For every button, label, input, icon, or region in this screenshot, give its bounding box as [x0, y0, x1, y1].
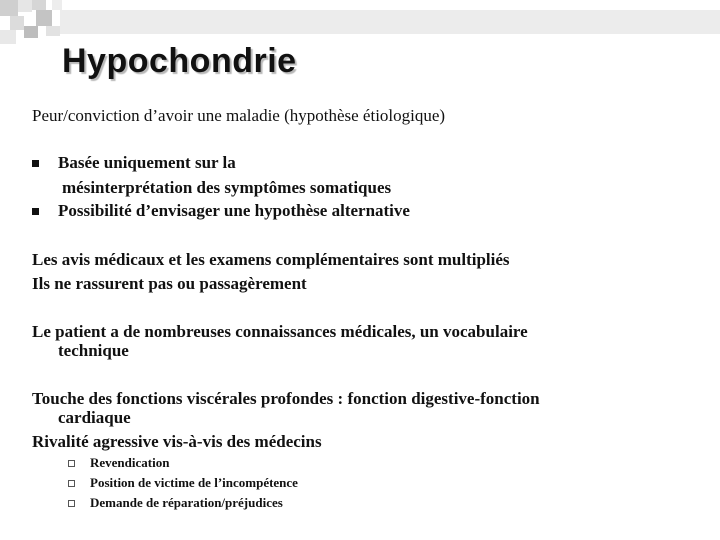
sub-bullet-1: Revendication: [90, 455, 170, 470]
patient-line-1: Le patient a de nombreuses connaissances médicales, un vocabulaire: [32, 322, 528, 341]
hollow-square-bullet-icon: [68, 480, 75, 487]
avis-line-2: Ils ne rassurent pas ou passagèrement: [32, 274, 307, 293]
hollow-square-bullet-icon: [68, 460, 75, 467]
bullet-1-line-1: Basée uniquement sur la: [58, 153, 236, 172]
hollow-square-bullet-icon: [68, 500, 75, 507]
bullet-2-text: Possibilité d’envisager une hypothèse alternative: [58, 201, 410, 220]
sub-bullet-3: Demande de réparation/préjudices: [90, 495, 283, 510]
patient-line-2: technique: [58, 341, 129, 360]
bullet-1-line-2: mésinterprétation des symptômes somatiques: [62, 178, 392, 197]
square-bullet-icon: [32, 160, 39, 167]
definition-text: Peur/conviction d’avoir une maladie (hypothèse étiologique): [32, 106, 446, 125]
rivalite-text: Rivalité agressive vis-à-vis des médecins: [32, 432, 322, 451]
slide-title: Hypochondrie: [62, 42, 297, 80]
square-bullet-icon: [32, 208, 39, 215]
touche-line-1: Touche des fonctions viscérales profondes : fonction digestive-fonction: [32, 389, 540, 408]
sub-bullet-2: Position de victime de l’incompétence: [90, 475, 298, 490]
touche-line-2: cardiaque: [58, 408, 131, 427]
decorative-squares-header: [0, 0, 720, 48]
avis-line-1: Les avis médicaux et les examens complémentaires sont multipliés: [32, 250, 510, 269]
